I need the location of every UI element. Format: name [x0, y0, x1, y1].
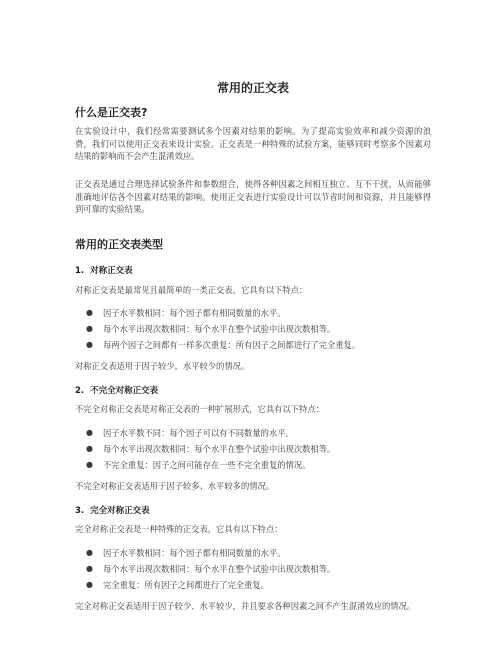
bullet-icon: ● [86, 460, 93, 469]
paragraph-explanation: 正交表是通过合理选择试验条件和参数组合，使得各种因素之间相互独立、互不干扰，从而能够准确地评估各个因素对结果的影响。使用正交表进行实验设计可以节省时间和资源，并且能够得到可靠的实验结果。 [75, 179, 431, 215]
section-heading-types: 常用的正交表类型 [75, 238, 163, 251]
type-name: 完全对称正交表 [90, 506, 150, 516]
type-intro: 不完全对称正交表是对称正交表的一种扩展形式，它具有以下特点： [75, 404, 324, 414]
type-heading-incomplete-symmetric [75, 385, 158, 397]
type-intro: 对称正交表是最常见且最简单的一类正交表。它具有以下特点： [75, 285, 308, 295]
type-usage: 完全对称正交表适用于因子较少、水平较少，并且要求各种因素之间不产生混淆效应的情况。 [75, 601, 416, 611]
document-title: 常用的正交表 [216, 81, 289, 95]
type-usage: 对称正交表适用于因子较少，水平较少的情况。 [75, 361, 250, 371]
type-intro: 完全对称正交表是一种特殊的正交表，它具有以下特点： [75, 524, 283, 534]
bullet-icon: ● [86, 324, 93, 333]
paragraph-intro: 在实验设计中，我们经常需要测试多个因素对结果的影响。为了提高实验效率和减少资源的浪费，我们可以使用正交表来设计实验。正交表是一种特殊的试验方案，能够同时考察多个因素对结果的影响而不会产生混淆效应。 [75, 126, 431, 162]
type-number: 1. [75, 266, 85, 276]
type-number: 3. [75, 506, 85, 516]
bullet-icon: ● [86, 340, 93, 349]
type-heading-complete-symmetric [75, 505, 150, 517]
type-number: 2. [75, 386, 85, 396]
bullet-icon: ● [86, 564, 93, 573]
bullet-icon: ● [86, 444, 93, 453]
bullet-icon: ● [86, 428, 93, 437]
bullet-icon: ● [86, 308, 93, 317]
type-usage: 不完全对称正交表适用于因子较多、水平较多的情况。 [75, 481, 275, 491]
bullet-icon: ● [86, 548, 93, 557]
type-name: 不完全对称正交表 [90, 386, 159, 396]
bullet-icon: ● [86, 580, 93, 589]
section-heading-what-is: 什么是正交表? [75, 106, 148, 119]
type-heading-symmetric [75, 265, 133, 277]
type-name: 对称正交表 [90, 266, 133, 276]
